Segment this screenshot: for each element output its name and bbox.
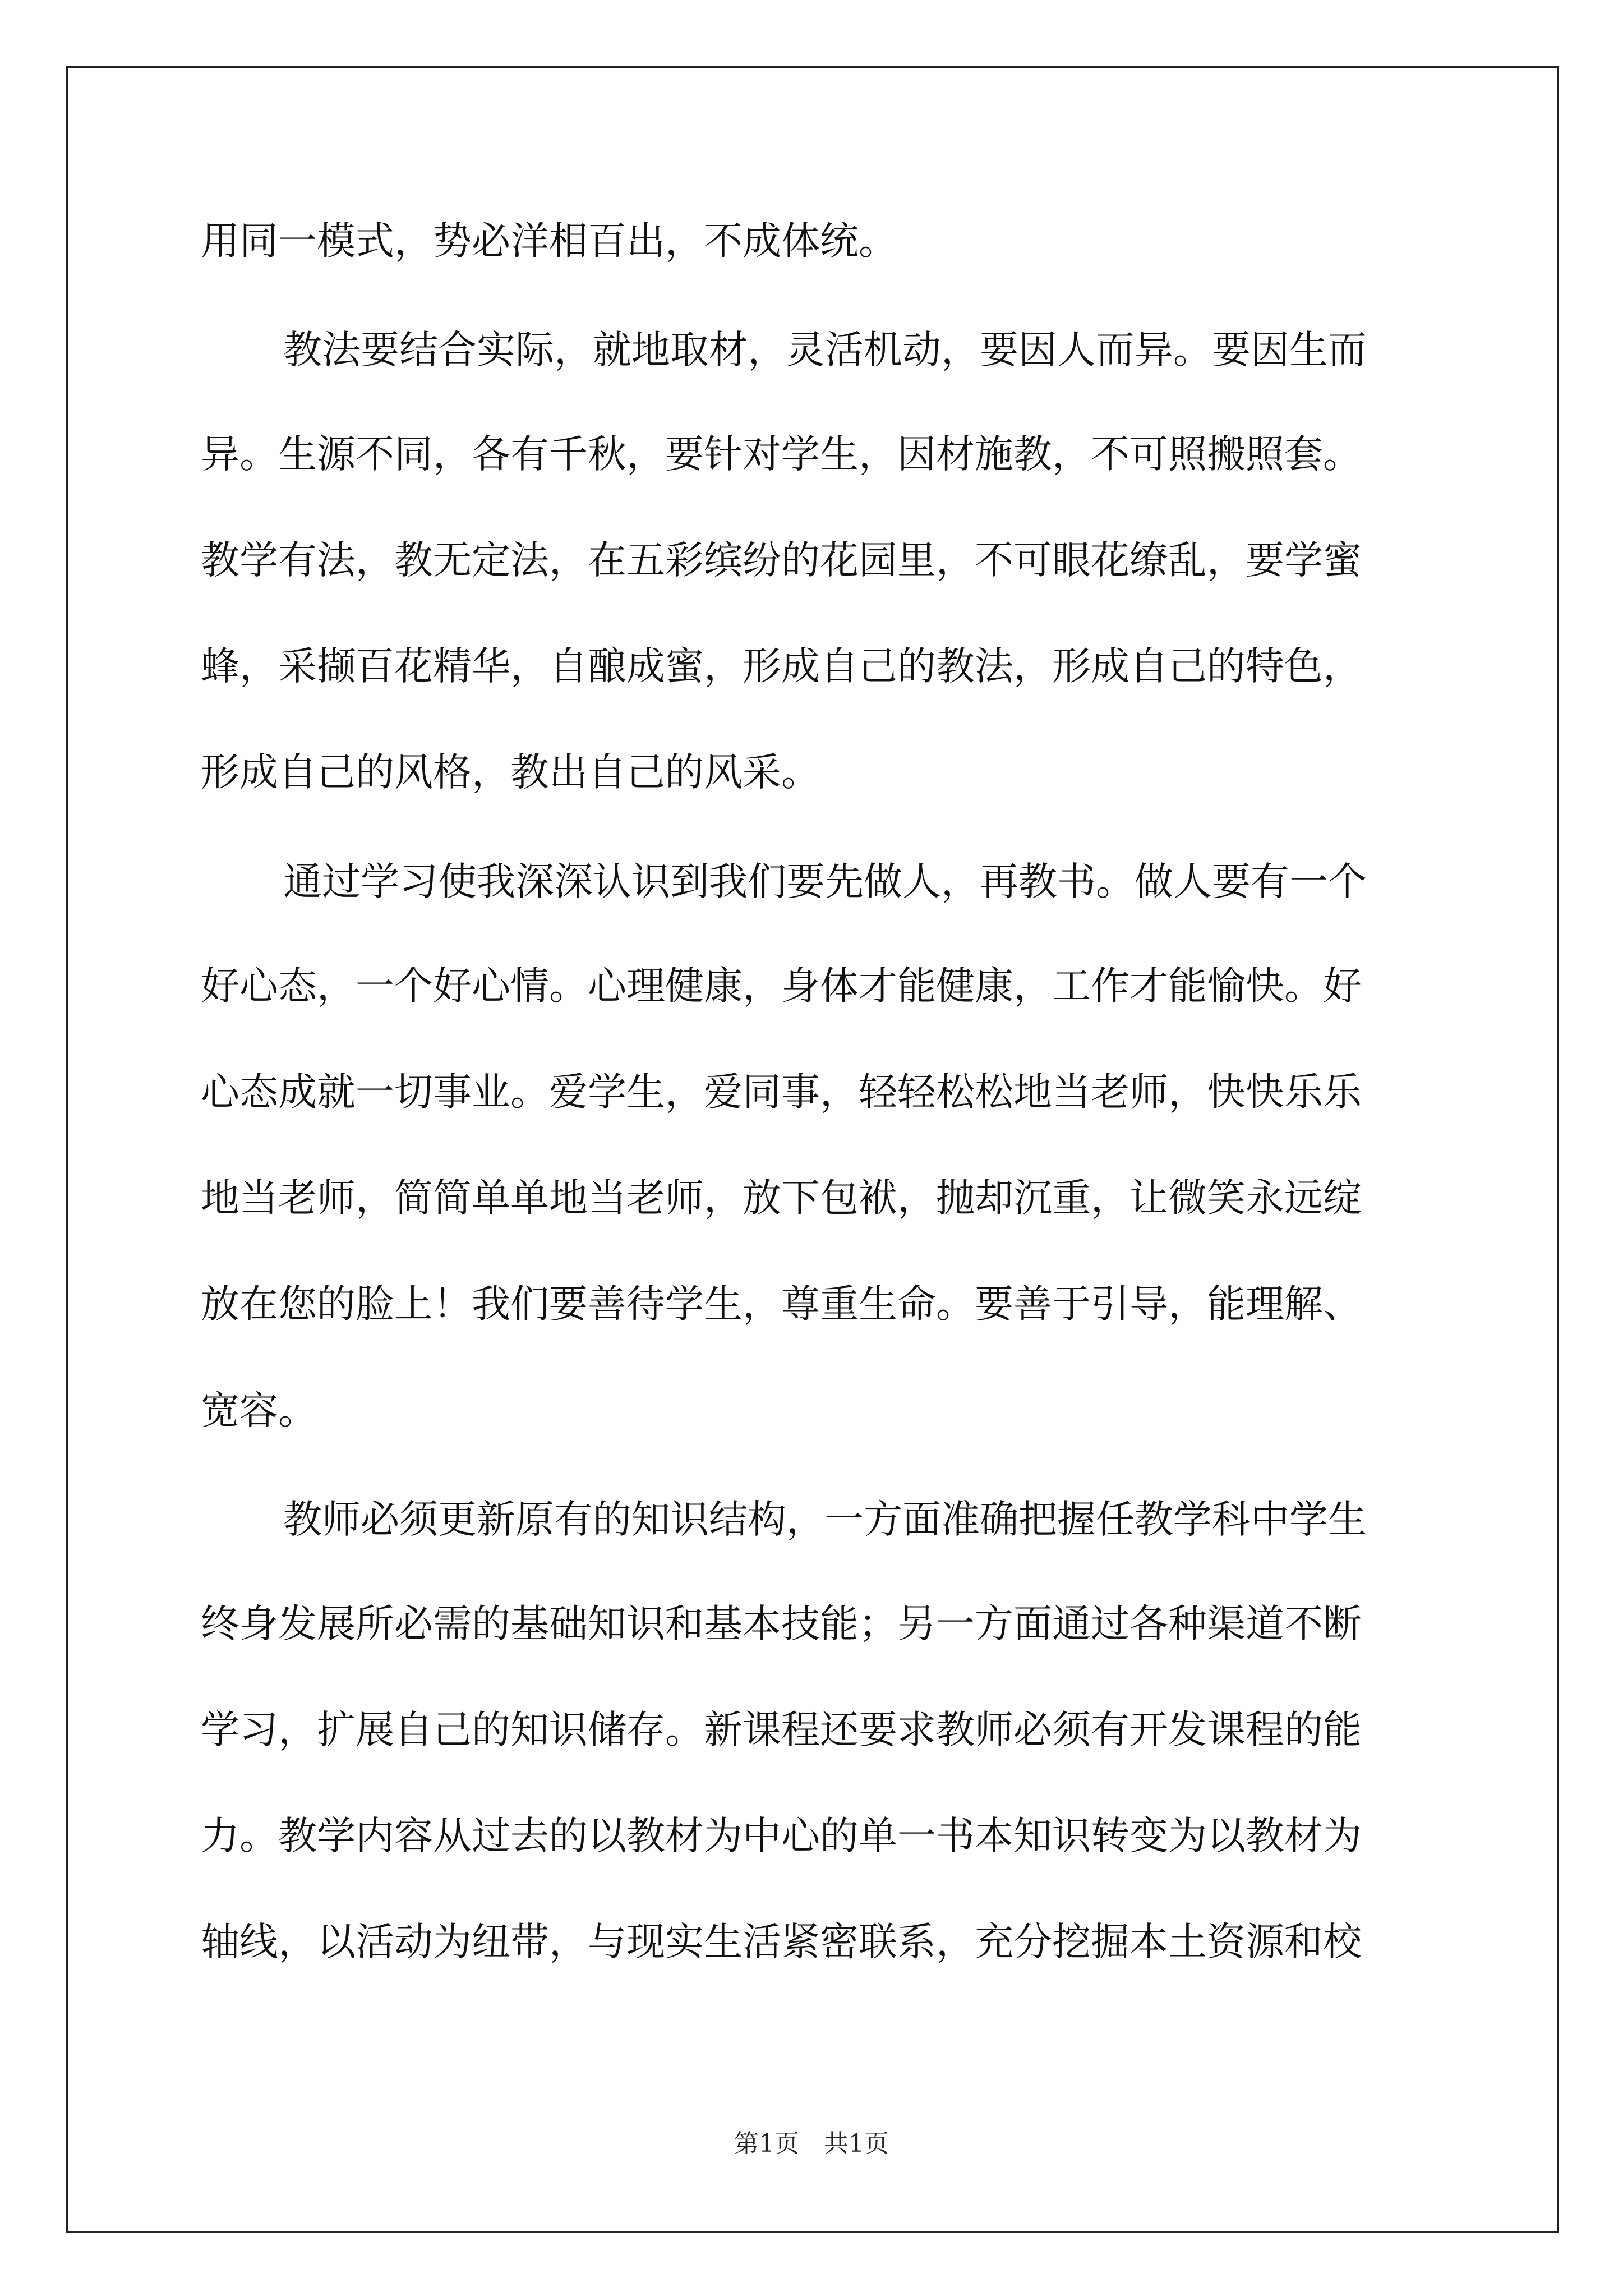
text-line: 教法要结合实际，就地取材，灵活机动，要因人而异。要因生而	[283, 328, 1367, 372]
text-line: 地当老师，简简单单地当老师，放下包袱，抛却沉重，让微笑永远绽	[201, 1176, 1362, 1221]
text-line: 形成自己的风格，教出自己的风采。	[201, 750, 820, 795]
text-line: 终身发展所必需的基础知识和基本技能；另一方面通过各种渠道不断	[201, 1602, 1362, 1646]
text-line: 蜂，采撷百花精华，自酿成蜜，形成自己的教法，形成自己的特色，	[201, 644, 1362, 689]
text-line: 力。教学内容从过去的以教材为中心的单一书本知识转变为以教材为	[201, 1814, 1362, 1858]
text-line: 通过学习使我深深认识到我们要先做人，再教书。做人要有一个	[283, 859, 1367, 904]
text-line: 放在您的脸上！我们要善待学生，尊重生命。要善于引导，能理解、	[201, 1282, 1362, 1327]
page-number-footer: 第1页 共1页	[734, 2129, 889, 2158]
text-line: 学习，扩展自己的知识储存。新课程还要求教师必须有开发课程的能	[201, 1708, 1362, 1752]
text-line: 用同一模式，势必洋相百出，不成体统。	[201, 219, 897, 264]
text-line: 心态成就一切事业。爱学生，爱同事，轻轻松松地当老师，快快乐乐	[201, 1070, 1362, 1115]
text-line: 宽容。	[201, 1388, 317, 1433]
page-border	[66, 66, 1559, 2233]
text-line: 好心态，一个好心情。心理健康，身体才能健康，工作才能愉快。好	[201, 964, 1362, 1009]
text-line: 教学有法，教无定法，在五彩缤纷的花园里，不可眼花缭乱，要学蜜	[201, 538, 1362, 583]
text-line: 轴线，以活动为纽带，与现实生活紧密联系，充分挖掘本土资源和校	[201, 1920, 1362, 1964]
text-line: 异。生源不同，各有千秋，要针对学生，因材施教，不可照搬照套。	[201, 432, 1362, 477]
text-line: 教师必须更新原有的知识结构，一方面准确把握任教学科中学生	[283, 1497, 1367, 1542]
